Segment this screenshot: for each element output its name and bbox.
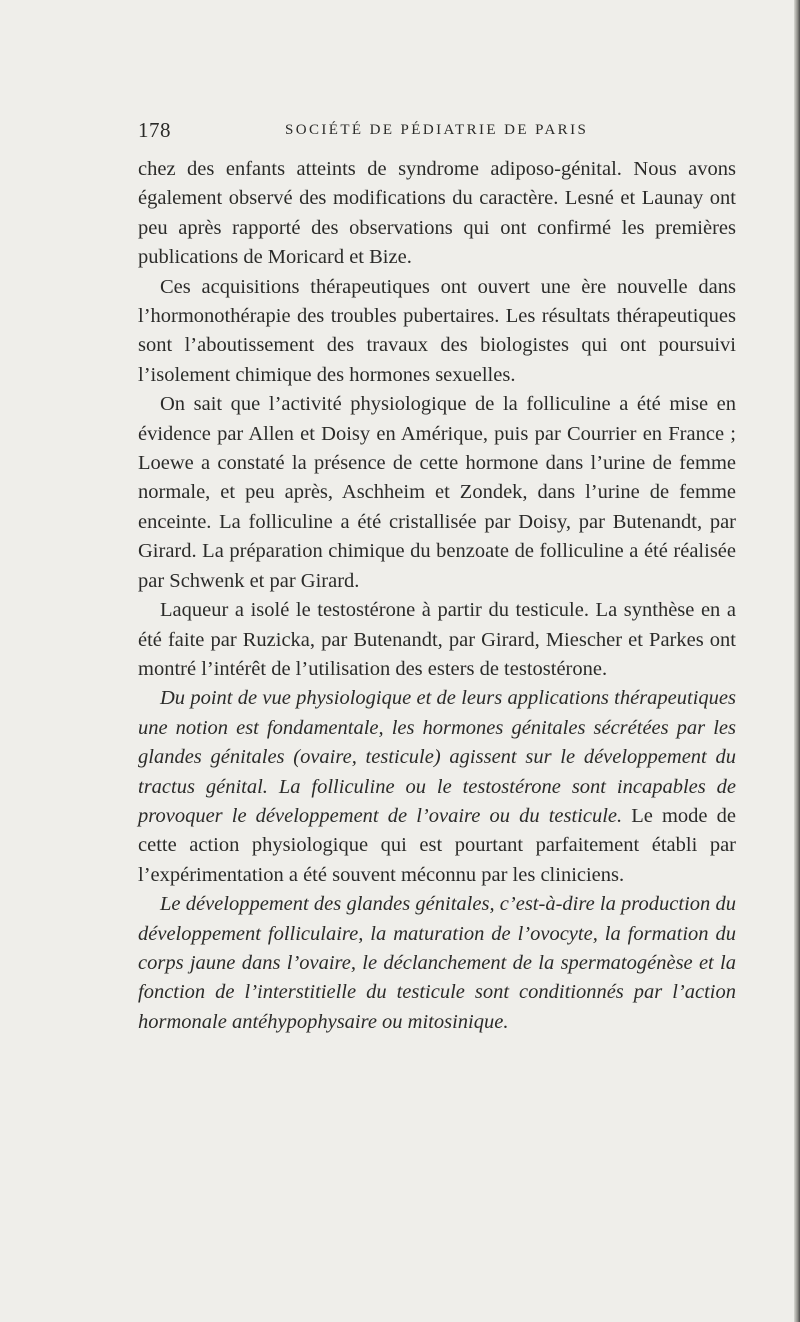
paragraph-italic-text: Le développement des glandes génitales, c’est-à-dire la production du développement folliculaire, la maturation de l’ovocyte, la formation du corps jaune dans l’ovaire, le déclanchement de la spermatogénèse et la fonction de l’interstitielle du testicule sont conditionnés par l’action hormonale antéhypophysaire ou mitosinique.: [138, 893, 736, 1033]
paragraph: [138, 155, 736, 273]
body-text: [138, 155, 736, 1037]
paragraph: [138, 273, 736, 391]
running-title: SOCIÉTÉ DE PÉDIATRIE DE PARIS: [285, 122, 589, 138]
paragraph: [138, 390, 736, 596]
paragraph-text: Le mode de cette action physiologique qui est pourtant parfaitement établi par l’expérimentation a été souvent méconnu par les cliniciens.: [138, 804, 736, 886]
paragraph: [138, 890, 736, 1037]
paragraph: [138, 684, 736, 890]
paragraph-text: chez des enfants atteints de syndrome adiposo-génital. Nous avons également observé des modifications du caractère. Lesné et Launay ont peu après rapporté des observations qui ont confirmé les premières publications de Moricard et Bize.: [138, 158, 736, 269]
page-number: 178: [138, 118, 171, 142]
page-edge-shadow: [794, 0, 800, 1322]
paragraph: [138, 596, 736, 684]
paragraph-text: On sait que l’activité physiologique de la folliculine a été mise en évidence par Allen et Doisy en Amérique, puis par Courrier en France ; Loewe a constaté la présence de cette hormone dans l’urine de femme normale, et peu après, Aschheim et Zondek, dans l’urine de femme enceinte. La folliculine a été cristallisée par Doisy, par Butenandt, par Girard. La préparation chimique du benzoate de folliculine a été réalisée par Schwenk et par Girard.: [138, 393, 736, 592]
page-header: [138, 118, 738, 144]
paragraph-italic-text: Du point de vue physiologique et de leurs applications thérapeutiques une notion est fondamentale, les hormones génitales sécrétées par les glandes génitales (ovaire, testicule) agissent sur le développement du tractus génital. La folliculine ou le testostérone sont incapables de provoquer le développement de l’ovaire ou du testicule.: [138, 687, 736, 827]
paragraph-text: Laqueur a isolé le testostérone à partir du testicule. La synthèse en a été faite par Ruzicka, par Butenandt, par Girard, Miescher et Parkes ont montré l’intérêt de l’utilisation des esters de testostérone.: [138, 599, 736, 680]
paragraph-text: Ces acquisitions thérapeutiques ont ouvert une ère nouvelle dans l’hormonothérapie des troubles pubertaires. Les résultats thérapeutiques sont l’aboutissement des travaux des biologistes qui ont poursuivi l’isolement chimique des hormones sexuelles.: [138, 275, 736, 386]
